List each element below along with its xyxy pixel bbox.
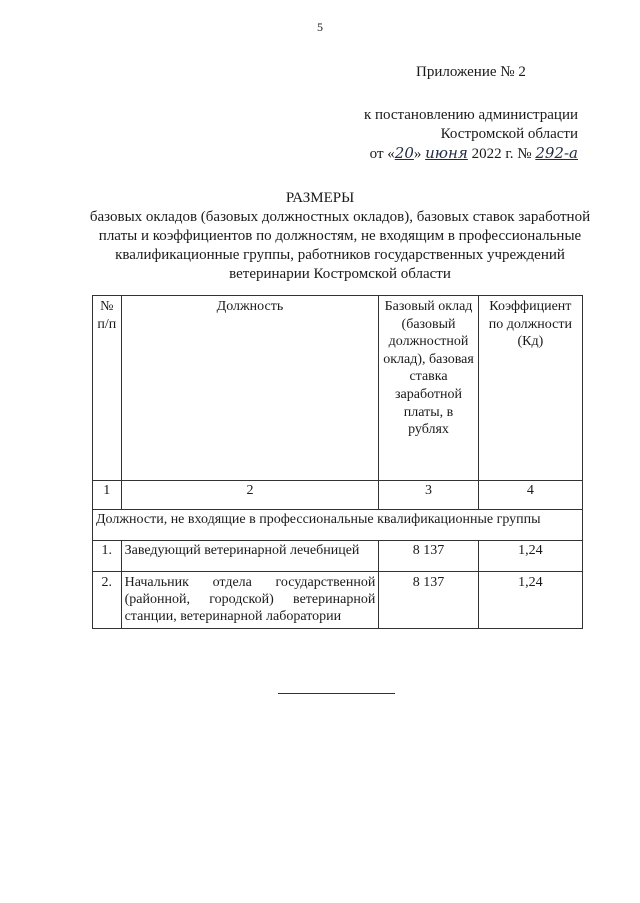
page-number: 5 xyxy=(317,20,323,34)
row-position: Заведующий ветеринарной лечебницей xyxy=(121,541,379,572)
row-coefficient: 1,24 xyxy=(478,541,582,572)
appendix-label: Приложение № 2 xyxy=(416,64,526,80)
decree-line-1: к постановлению администрации xyxy=(363,107,578,123)
salary-table xyxy=(92,295,583,629)
group-title-row xyxy=(93,510,583,541)
header-position: Должность xyxy=(121,296,379,481)
column-number-3: 3 xyxy=(379,481,478,510)
date-year: 2022 г. № xyxy=(467,146,536,162)
column-number-2: 2 xyxy=(121,481,379,510)
table-row xyxy=(93,572,583,629)
date-month-handwritten: июня xyxy=(425,144,468,162)
date-mid: » xyxy=(413,146,426,162)
decree-number-handwritten: 292-а xyxy=(535,144,578,162)
group-title: Должности, не входящие в профессиональные квалификационные группы xyxy=(93,510,583,541)
table-row xyxy=(93,541,583,572)
document-heading: РАЗМЕРЫ xyxy=(285,190,355,206)
closing-divider xyxy=(278,693,395,694)
row-num: 2. xyxy=(93,572,122,629)
header-coefficient: Коэффициент по должности (Кд) xyxy=(478,296,582,481)
table-header-row xyxy=(93,296,583,481)
header-salary: Базовый оклад (базовый должностной оклад), базовая ставка заработной платы, в рублях xyxy=(379,296,478,481)
date-day-handwritten: 20 xyxy=(394,144,414,162)
header-num: № п/п xyxy=(93,296,122,481)
decree-reference xyxy=(364,106,578,164)
row-position: Начальник отдела государственной (районной, городской) ветеринарной станции, ветеринарной лаборатории xyxy=(121,572,379,629)
decree-date-line xyxy=(364,144,578,164)
column-number-4: 4 xyxy=(478,481,582,510)
column-number-1: 1 xyxy=(93,481,122,510)
row-coefficient: 1,24 xyxy=(478,572,582,629)
date-prefix: от « xyxy=(369,146,395,162)
column-number-row xyxy=(93,481,583,510)
row-salary: 8 137 xyxy=(379,572,478,629)
row-num: 1. xyxy=(93,541,122,572)
document-subtitle: базовых окладов (базовых должностных окладов), базовых ставок заработной платы и коэффициентов по должностям, не входящим в профессиональные квалификационные группы, работников государственных учреждений ветеринарии Костромской области xyxy=(89,209,591,282)
decree-line-2: Костромской области xyxy=(440,126,578,142)
row-salary: 8 137 xyxy=(379,541,478,572)
